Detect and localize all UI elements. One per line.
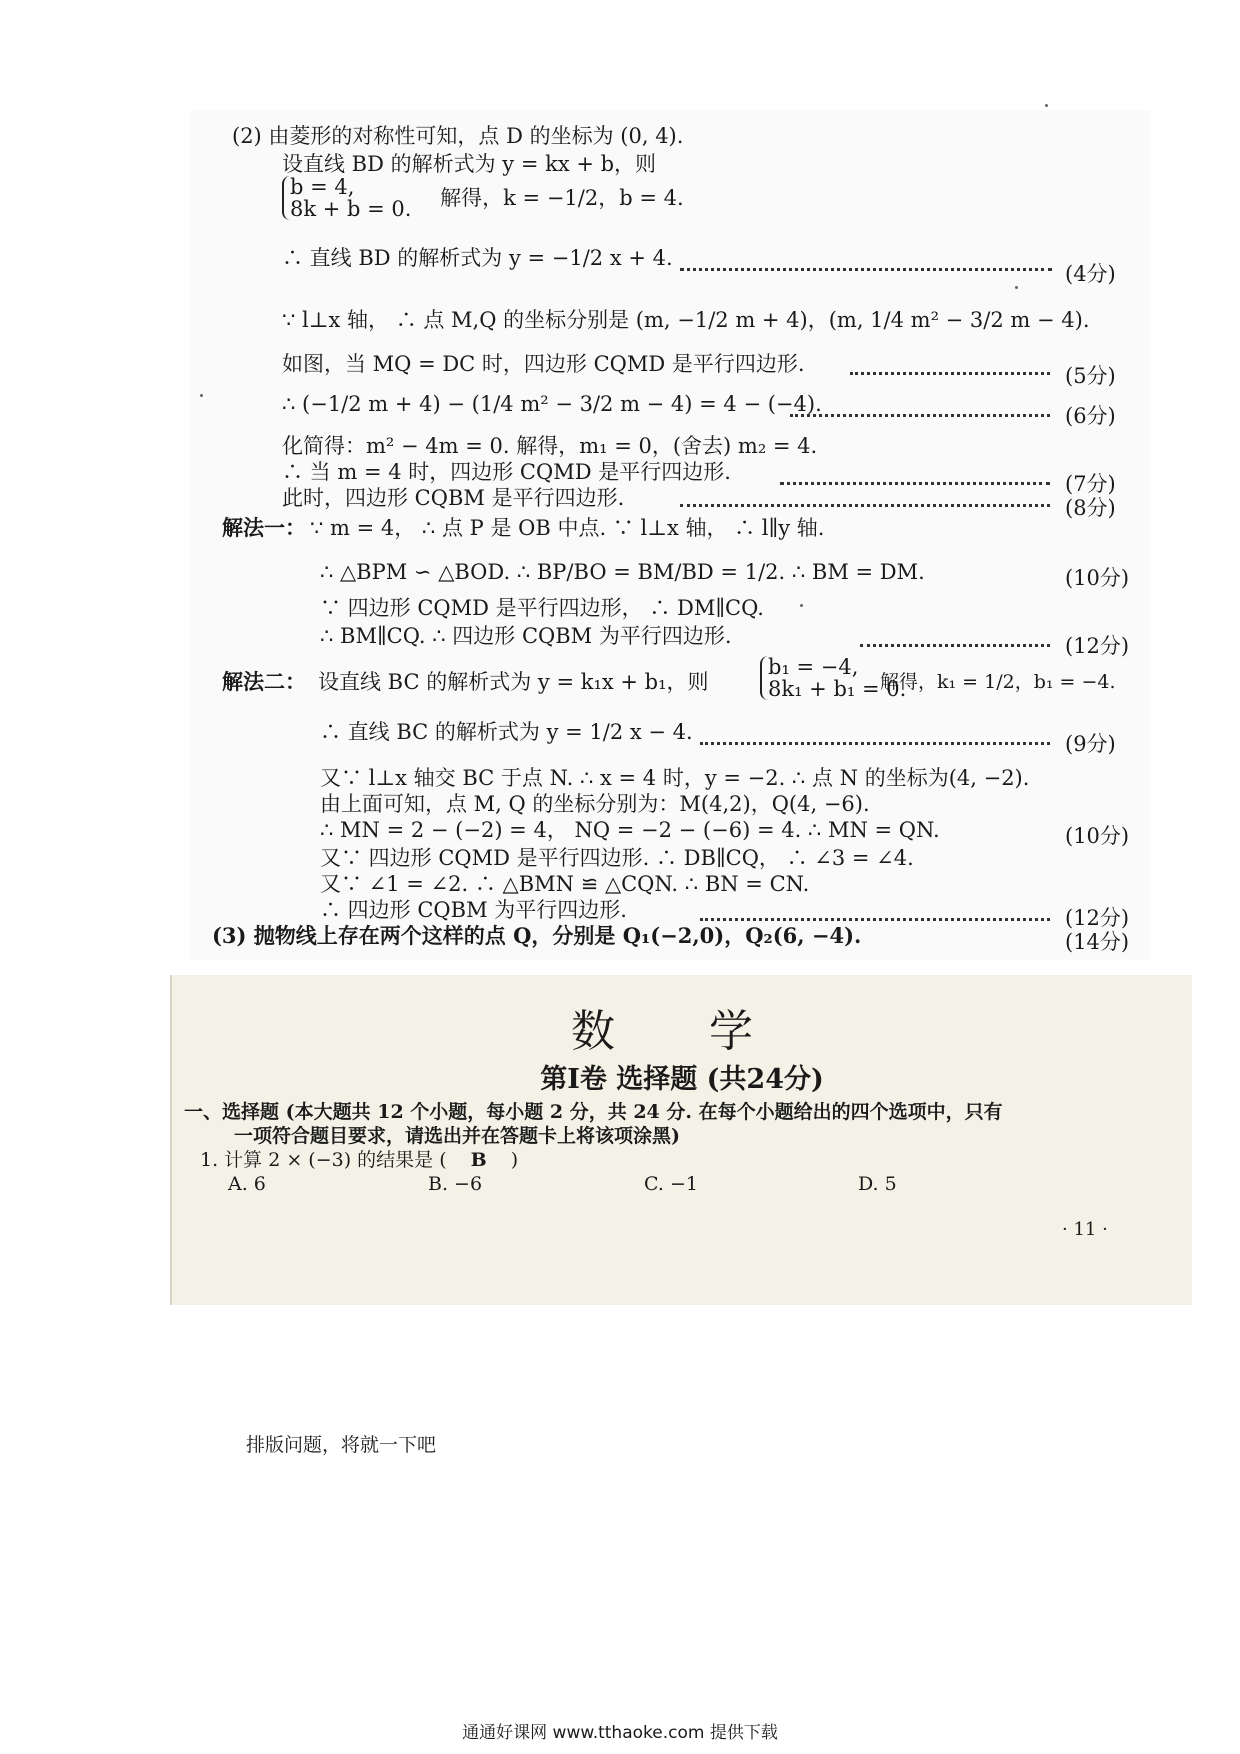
method2-line7: 又∵ ∠1 = ∠2. ∴ △BMN ≌ △CQN. ∴ BN = CN. xyxy=(320,872,810,896)
score-leader-dots xyxy=(700,742,1050,745)
question-1-stem: 1. 计算 2 × (−3) 的结果是 ( xyxy=(200,1149,447,1171)
score-leader-dots xyxy=(790,414,1050,417)
part2-header: (2) 由菱形的对称性可知，点 D 的坐标为 (0, 4). xyxy=(232,124,684,148)
score-10b: (10分) xyxy=(1065,824,1130,848)
score-12b: (12分) xyxy=(1065,906,1130,930)
system1-eq1: b = 4, xyxy=(290,175,355,199)
scan-speck xyxy=(200,394,203,397)
method2-label: 解法二： xyxy=(222,669,306,694)
method1-line4: ∴ BM∥CQ. ∴ 四边形 CQBM 为平行四边形. xyxy=(320,624,732,648)
scan-speck xyxy=(800,604,803,607)
system1-eq2: 8k + b = 0. xyxy=(290,197,412,221)
system2-eq2: 8k₁ + b₁ = 0. xyxy=(768,677,907,701)
score-14: (14分) xyxy=(1065,930,1130,954)
system2-eq1: b₁ = −4, xyxy=(768,655,859,679)
score-12a: (12分) xyxy=(1065,634,1130,658)
score-6: (6分) xyxy=(1065,404,1116,428)
method1-label: 解法一： xyxy=(222,515,306,540)
method1-line3: ∵ 四边形 CQMD 是平行四边形， ∴ DM∥CQ. xyxy=(320,596,764,620)
m4-result: ∴ 当 m = 4 时，四边形 CQMD 是平行四边形. xyxy=(282,460,731,484)
section-intro-line1: 一、选择题 (本大题共 12 个小题，每小题 2 分，共 24 分. 在每个小题给出的四个选项中，只有 xyxy=(184,1101,1003,1123)
simplify-line: 化简得：m² − 4m = 0. 解得，m₁ = 0，(舍去) m₂ = 4. xyxy=(282,434,818,458)
method2-line4: 由上面可知，点 M, Q 的坐标分别为：M(4,2)，Q(4, −6). xyxy=(320,792,870,816)
option-c: C. −1 xyxy=(644,1173,698,1195)
question-1-close: ) xyxy=(510,1149,519,1171)
equation-system-1 xyxy=(282,176,684,220)
question-1-answer: B xyxy=(470,1149,487,1171)
score-leader-dots xyxy=(850,372,1050,375)
score-leader-dots xyxy=(860,644,1050,647)
score-8: (8分) xyxy=(1065,496,1116,520)
score-4: (4分) xyxy=(1065,262,1116,286)
parallelogram-condition: 如图，当 MQ = DC 时，四边形 CQMD 是平行四边形. xyxy=(282,352,805,376)
bd-line-result: ∴ 直线 BD 的解析式为 y = −1/2 x + 4. xyxy=(282,246,673,270)
volume-title: 第Ⅰ卷 选择题 (共24分) xyxy=(540,1064,824,1095)
system2-solution: 解得，k₁ = 1/2，b₁ = −4. xyxy=(880,671,1116,693)
option-d: D. 5 xyxy=(858,1173,897,1195)
score-10a: (10分) xyxy=(1065,566,1130,590)
score-7: (7分) xyxy=(1065,472,1116,496)
score-leader-dots xyxy=(680,268,1052,271)
score-9: (9分) xyxy=(1065,732,1116,756)
method2-line1: 设直线 BC 的解析式为 y = k₁x + b₁，则 xyxy=(318,670,709,694)
question-1 xyxy=(200,1145,518,1172)
method1-line1: ∵ m = 4， ∴ 点 P 是 OB 中点. ∵ l⊥x 轴， ∴ l∥y 轴. xyxy=(310,516,825,540)
score-5: (5分) xyxy=(1065,364,1116,388)
download-footer: 通通好课网 www.tthaoke.com 提供下载 xyxy=(462,1723,778,1743)
mq-dc-equation: ∴ (−1/2 m + 4) − (1/4 m² − 3/2 m − 4) = 4 − (−4). xyxy=(282,392,822,416)
option-b: B. −6 xyxy=(428,1173,483,1195)
line-bd-setup: 设直线 BD 的解析式为 y = kx + b，则 xyxy=(282,152,657,176)
score-leader-dots xyxy=(680,504,1050,507)
section-intro-line2: 一项符合题目要求，请选出并在答题卡上将该项涂黑) xyxy=(234,1125,680,1147)
cqbm-claim: 此时，四边形 CQBM 是平行四边形. xyxy=(282,486,625,510)
exam-scan-background xyxy=(170,975,1192,1305)
method2-line5: ∴ MN = 2 − (−2) = 4， NQ = −2 − (−6) = 4. ∴ MN = QN. xyxy=(320,818,940,842)
layout-note: 排版问题，将就一下吧 xyxy=(246,1434,437,1456)
option-a: A. 6 xyxy=(228,1173,266,1195)
bc-line-result: ∴ 直线 BC 的解析式为 y = 1/2 x − 4. xyxy=(320,720,693,744)
method2-line3: 又∵ l⊥x 轴交 BC 于点 N. ∴ x = 4 时，y = −2. ∴ 点 N 的坐标为(4, −2). xyxy=(320,766,1030,790)
method2-line6: 又∵ 四边形 CQMD 是平行四边形. ∴ DB∥CQ， ∴ ∠3 = ∠4. xyxy=(320,846,914,870)
page-number: · 11 · xyxy=(1062,1219,1108,1240)
scan-speck xyxy=(1015,286,1018,289)
score-leader-dots xyxy=(700,918,1050,921)
system1-solution: 解得，k = −1/2，b = 4. xyxy=(440,186,684,210)
mq-coordinates: ∵ l⊥x 轴， ∴ 点 M,Q 的坐标分别是 (m, −1/2 m + 4)，(m, 1/4 m² − 3/2 m − 4). xyxy=(282,308,1090,332)
score-leader-dots xyxy=(780,482,1050,485)
part3-answer: (3) 抛物线上存在两个这样的点 Q，分别是 Q₁(−2,0)，Q₂(6, −4). xyxy=(212,923,862,948)
scan-speck xyxy=(1045,104,1048,107)
method1-line2: ∴ △BPM ∽ △BOD. ∴ BP/BO = BM/BD = 1/2. ∴ BM = DM. xyxy=(320,560,925,584)
subject-title: 数 学 xyxy=(571,1006,793,1057)
method2-line8: ∴ 四边形 CQBM 为平行四边形. xyxy=(320,898,627,922)
system-brace xyxy=(282,176,411,220)
